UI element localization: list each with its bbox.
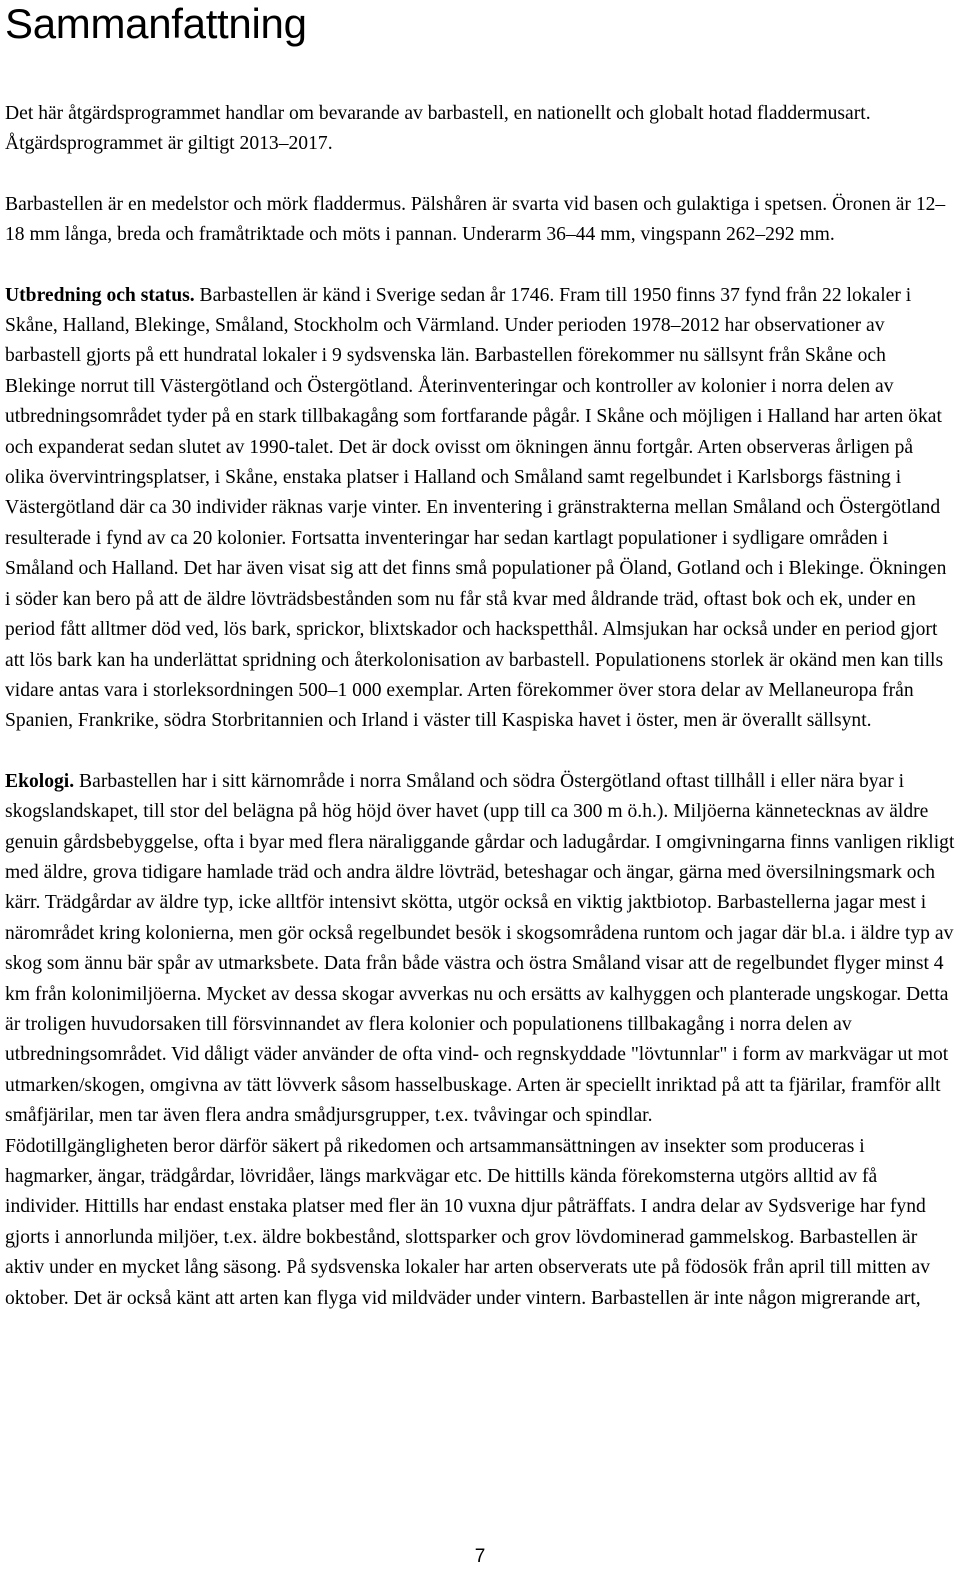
- distribution-heading: Utbredning och status.: [5, 284, 195, 306]
- page-number: 7: [474, 1546, 486, 1567]
- ecology-heading: Ekologi.: [5, 770, 75, 792]
- description-paragraph: Barbastellen är en medelstor och mörk fladdermus. Pälshåren är svarta vid basen och gulaktiga i spetsen. Öronen är 12–18 mm långa, breda och framåtriktade och möts i pannan. Underarm 36–44 mm, vingspann 262–292 mm.: [5, 193, 946, 246]
- ecology-paragraph: [5, 767, 955, 1132]
- document-page: [5, 0, 955, 1314]
- distribution-text: Barbastellen är känd i Sverige sedan år 1746. Fram till 1950 finns 37 fynd från 22 lokaler i Skåne, Halland, Blekinge, Småland, Stockholm och Värmland. Under perioden 1978–2012 har observationer av barbastell gjorts på ett hundratal lokaler i 9 sydsvenska län. Barbastellen förekommer nu sällsynt från Skåne och Blekinge norrut till Västergötland och Östergötland. Återinventeringar och kontroller av kolonier i norra delen av utbredningsområdet tyder på en stark tillbakagång som fortfarande pågår. I Skåne och möjligen i Halland har arten ökat och expanderat sedan slutet av 1990-talet. Det är dock ovisst om ökningen ännu fortgår. Arten observeras årligen på olika övervintringsplatser, i Skåne, enstaka platser i Halland och Småland samt regelbundet i Karlsborgs fästning i Västergötland där ca 30 individer räknas varje vinter. En inventering i gränstrakterna mellan Småland och Östergötland resulterade i fynd av ca 20 kolonier. Fortsatta inventeringar har sedan kartlagt populationer i sydligare områden i Småland och Halland. Det har även visat sig att det finns små populationer på Öland, Gotland och i Blekinge. Ökningen i söder kan bero på att de äldre lövträdsbestånden som nu får stå kvar med åldrande träd, oftast bok och ek, under en period fått alltmer död ved, lös bark, sprickor, blixtskador och hackspetthål. Almsjukan har också under en period gjort att lös bark kan ha underlättat spridning och återkolonisation av barbastell. Populationens storlek är okänd men kan tills vidare antas vara i storleksordningen 500–1 000 exemplar. Arten förekommer över stora delar av Mellaneuropa från Spanien, Frankrike, södra Storbritannien och Irland i väster till Kaspiska havet i öster, men är överallt sällsynt.: [5, 284, 947, 732]
- intro-paragraph: Det här åtgärdsprogrammet handlar om bevarande av barbastell, en nationellt och globalt hotad fladdermusart. Åtgärdsprogrammet är giltigt 2013–2017.: [5, 103, 871, 155]
- page-title: Sammanfattning: [5, 0, 307, 47]
- foraging-paragraph: Födotillgängligheten beror därför säkert på rikedomen och artsammansättningen av insekter som produceras i hagmarker, ängar, trädgårdar, lövridåer, längs markvägar etc. De hittills kända förekomsterna utgörs alltid av få individer. Hittills har endast enstaka platser med fler än 10 vuxna djur påträffats. I andra delar av Sydsverige har fynd gjorts i annorlunda miljöer, t.ex. äldre bokbestånd, slottsparker och grov lövdominerad gammelskog. Barbastellen är aktiv under en mycket lång säsong. På sydsvenska lokaler har arten observerats ute på födosök från april till mitten av oktober. Det är också känt att arten kan flyga vid mildväder under vintern. Barbastellen är inte någon migrerande art,: [5, 1135, 930, 1309]
- distribution-paragraph: [5, 281, 955, 737]
- ecology-text: Barbastellen har i sitt kärnområde i norra Småland och södra Östergötland oftast tillhåll i eller nära byar i skogslandskapet, till stor del belägna på hög höjd över havet (upp till ca 300 m ö.h.). Miljöerna kännetecknas av äldre genuin gårdsbebyggelse, ofta i byar med flera näraliggande gårdar och ladugårdar. I omgivningarna finns vanligen rikligt med äldre, grova tidigare hamlade träd och andra äldre lövträd, beteshagar och ängar, gärna med översilningsmark och kärr. Trädgårdar av äldre typ, icke alltför intensivt skötta, utgör också en viktig jaktbiotop. Barbastellerna jagar mest i närområdet kring kolonierna, men gör också regelbundet besök i skogsområdena runtom och jagar där bl.a. i äldre typ av skog som ännu bär spår av utmarksbete. Data från både västra och östra Småland visar att de regelbundet flyger minst 4 km från kolonimiljöerna. Mycket av dessa skogar avverkas nu och ersätts av kalhyggen och planterade ungskogar. Detta är troligen huvudorsaken till försvinnandet av flera kolonier och populationens tillbakagång i norra delen av utbredningsområdet. Vid dåligt väder använder de ofta vind- och regnskyddade "lövtunnlar" i form av markvägar ut mot utmarken/skogen, omgivna av tätt lövverk såsom hasselbuskage. Arten är speciellt inriktad på att ta fjärilar, framför allt småfjärilar, men tar även flera andra smådjursgrupper, t.ex. tvåvingar och spindlar.: [5, 770, 955, 1127]
